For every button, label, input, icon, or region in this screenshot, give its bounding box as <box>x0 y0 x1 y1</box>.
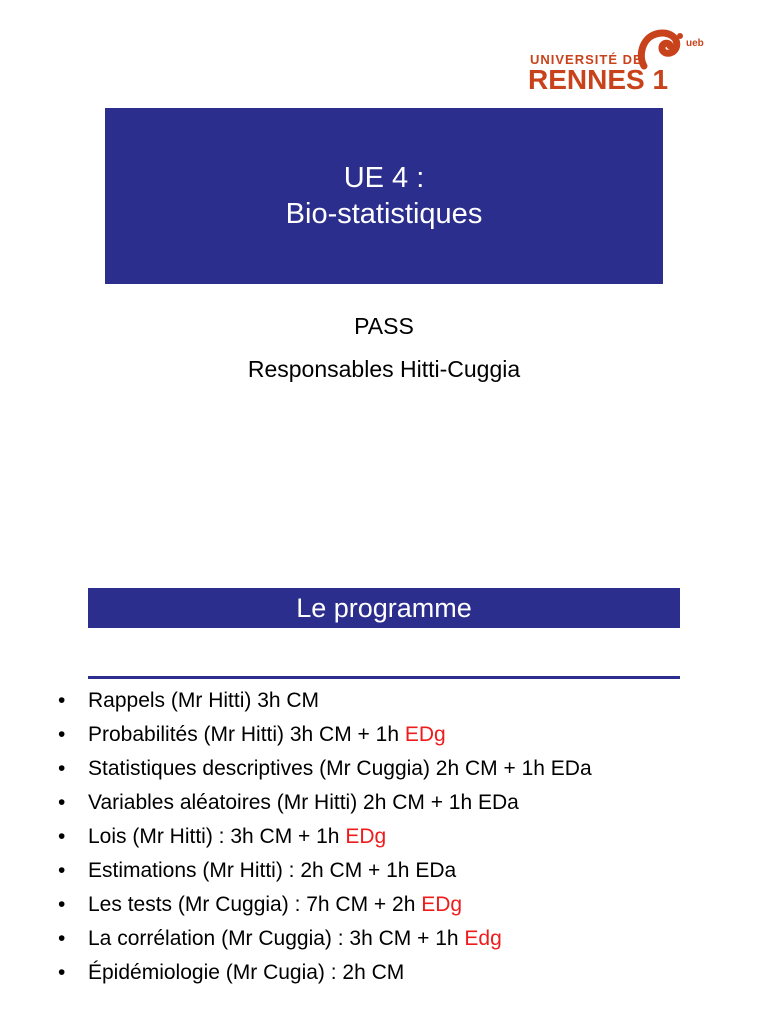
subtitle-program: PASS <box>354 313 414 339</box>
bullet-icon: • <box>58 757 66 780</box>
item-text: La corrélation (Mr Cuggia) : 3h CM + 1h <box>88 927 465 950</box>
program-list <box>58 684 592 990</box>
bullet-icon: • <box>58 927 66 950</box>
item-highlight: EDg <box>404 723 446 746</box>
list-item <box>58 820 592 854</box>
bullet-icon: • <box>58 859 66 882</box>
ueb-badge: ueb <box>686 38 704 49</box>
bullet-icon: • <box>58 689 66 712</box>
title-line-1: UE 4 : <box>343 162 425 194</box>
bullet-icon: • <box>58 961 66 984</box>
item-text: Lois (Mr Hitti) : 3h CM + 1h <box>88 825 346 848</box>
logo-text-university: UNIVERSITÉ DE <box>530 52 643 67</box>
logo-text-rennes: RENNES 1 <box>528 64 669 95</box>
list-item <box>58 752 592 786</box>
section-heading: Le programme <box>88 588 680 628</box>
item-text: Épidémiologie (Mr Cugia) : 2h CM <box>88 961 405 984</box>
list-item <box>58 786 592 820</box>
section-divider <box>88 676 680 679</box>
item-highlight: Edg <box>464 927 502 950</box>
item-text: Les tests (Mr Cuggia) : 7h CM + 2h <box>88 893 422 916</box>
subtitle-responsables: Responsables Hitti-Cuggia <box>247 356 521 382</box>
list-item <box>58 888 592 922</box>
item-text: Probabilités (Mr Hitti) 3h CM + 1h <box>88 723 405 746</box>
university-logo <box>528 28 704 98</box>
title-line-2: Bio-statistiques <box>285 198 483 230</box>
list-item <box>58 718 592 752</box>
bullet-icon: • <box>58 723 66 746</box>
item-text: Variables aléatoires (Mr Hitti) 2h CM + 1h EDa <box>88 791 519 814</box>
item-text: Estimations (Mr Hitti) : 2h CM + 1h EDa <box>88 859 457 882</box>
item-text: Statistiques descriptives (Mr Cuggia) 2h CM + 1h EDa <box>88 757 592 780</box>
list-item <box>58 684 592 718</box>
bullet-icon: • <box>58 791 66 814</box>
title-banner <box>105 108 663 284</box>
bullet-icon: • <box>58 893 66 916</box>
list-item <box>58 854 592 888</box>
list-item <box>58 956 592 990</box>
item-text: Rappels (Mr Hitti) 3h CM <box>88 689 320 712</box>
item-highlight: EDg <box>421 893 463 916</box>
item-highlight: EDg <box>345 825 387 848</box>
list-item <box>58 922 592 956</box>
bullet-icon: • <box>58 825 66 848</box>
